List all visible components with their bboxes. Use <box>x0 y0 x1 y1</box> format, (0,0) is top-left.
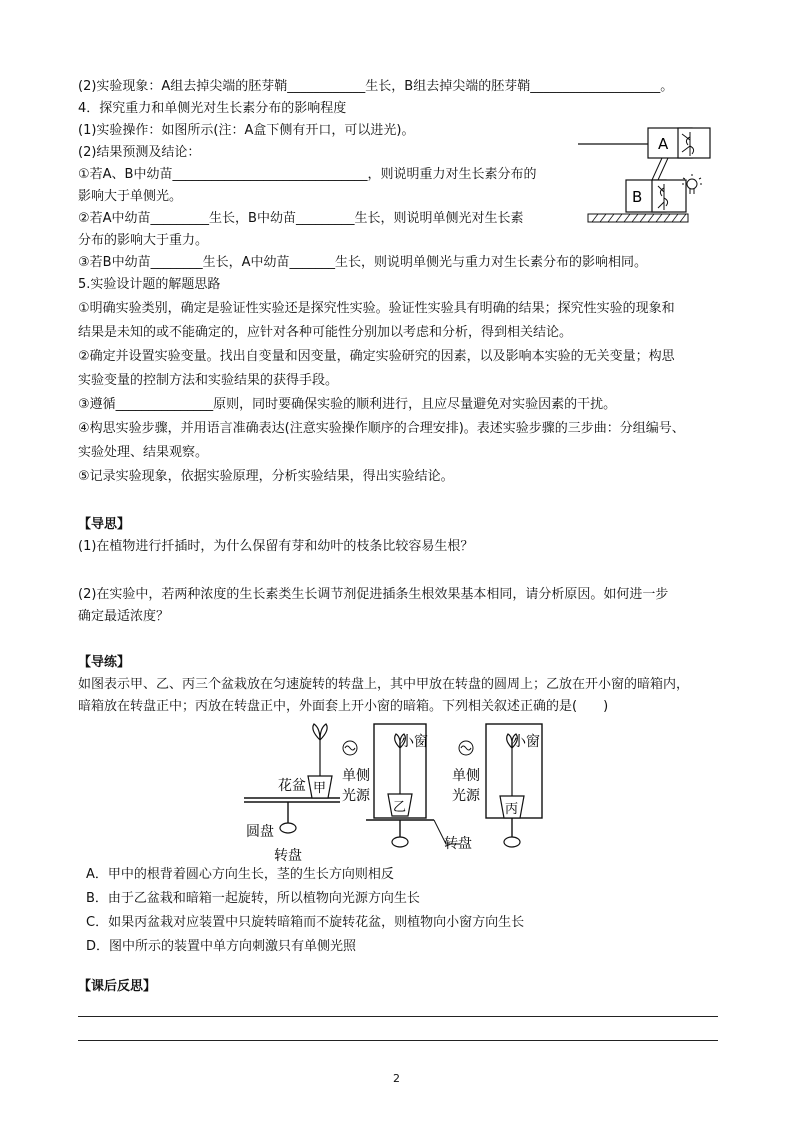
turntable-base-yi <box>392 837 408 847</box>
experiment-operation-line: (1)实验操作：如图所示(注：A盒下侧有开口，可以进光)。 <box>78 123 415 138</box>
prediction-1-cont: 影响大于单侧光。 <box>78 189 183 204</box>
light-2-char-1: 单 <box>452 768 466 784</box>
turntable-mid-label: 转盘 <box>444 836 472 852</box>
experiment-phenomenon-line: (2)实验现象：A组去掉尖端的胚芽鞘____________生长，B组去掉尖端的胚芽鞘____________________。 <box>78 79 674 94</box>
step-1-line: ①明确实验类别，确定是验证性实验还是探究性实验。验证性实验具有明确的结果；探究性实验的现象和 <box>78 301 675 316</box>
step-3-line: ③遵循_______________原则，同时要确保实验的顺利进行，且应尽量避免对实验因素的干扰。 <box>78 397 617 412</box>
connector-a-b-2 <box>658 158 668 180</box>
light-source-2-icon <box>459 741 473 755</box>
practice-stem-line-1: 如图表示甲、乙、丙三个盆栽放在匀速旋转的转盘上，其中甲放在转盘的圆周上；乙放在开小窗的暗箱内， <box>78 677 690 692</box>
step-5-line: ⑤记录实验现象，依据实验原理，分析实验结果，得出实验结论。 <box>78 469 454 484</box>
disc-label: 圆盘 <box>246 824 274 840</box>
flowerpot-label: 花盆 <box>278 778 306 794</box>
box-b-extension <box>652 180 686 212</box>
light-2-char-3: 光 <box>452 788 466 804</box>
prediction-2-line: ②若A中幼苗_________生长，B中幼苗_________生长，则说明单侧光对生长素 <box>78 211 524 226</box>
guide-think-heading: 【导思】 <box>78 517 131 532</box>
step-4-line: ④构思实验步骤，并用语言准确表达(注意实验操作顺序的合理安排)。表述实验步骤的三步曲：分组编号、 <box>78 421 685 436</box>
option-c: C．如果丙盆栽对应装置中只旋转暗箱而不旋转花盆，则植物向小窗方向生长 <box>86 915 525 930</box>
guide-question-1: (1)在植物进行扦插时，为什么保留有芽和幼叶的枝条比较容易生根？ <box>78 539 474 554</box>
light-1-char-1: 单 <box>342 768 356 784</box>
box-b-label: B <box>632 188 643 206</box>
turntable-base-bing <box>504 837 520 847</box>
guide-question-2-cont: 确定最适浓度？ <box>78 609 170 624</box>
practice-stem-line-2: 暗箱放在转盘正中；丙放在转盘正中，外面套上开小窗的暗箱。下列相关叙述正确的是( ) <box>78 699 609 714</box>
option-d: D．图中所示的装置中单方向刺激只有单侧光照 <box>86 939 357 954</box>
prediction-1-line: ①若A、B中幼苗______________________________，则说明重力对生长素分布的 <box>78 167 537 182</box>
after-class-reflection-heading: 【课后反思】 <box>78 979 157 994</box>
pot-jia-label: 甲 <box>313 781 327 796</box>
guide-practice-heading: 【导练】 <box>78 655 131 670</box>
turntable-base-left <box>280 823 296 833</box>
window-1-label: 小窗 <box>400 734 428 750</box>
window-2-label: 小窗 <box>512 734 540 750</box>
prediction-3-line: ③若B中幼苗________生长，A中幼苗_______生长，则说明单侧光与重力对生长素分布的影响相同。 <box>78 255 647 270</box>
pot-bing-label: 丙 <box>505 802 519 817</box>
option-b: B．由于乙盆栽和暗箱一起旋转，所以植物向光源方向生长 <box>86 891 420 906</box>
page-number: 2 <box>393 1072 400 1085</box>
answer-line-2 <box>78 1040 718 1041</box>
step-2-cont: 实验变量的控制方法和实验结果的获得手段。 <box>78 373 339 388</box>
step-2-line: ②确定并设置实验变量。找出自变量和因变量，确定实验研究的因素，以及影响本实验的无关变量；构思 <box>78 349 675 364</box>
answer-line-1 <box>78 1016 718 1017</box>
step-1-cont: 结果是未知的或不能确定的，应针对各种可能性分别加以考虑和分析，得到相关结论。 <box>78 325 573 340</box>
box-a-extension <box>678 128 710 158</box>
light-2-char-2: 侧 <box>466 768 480 784</box>
light-2-char-4: 源 <box>466 788 480 804</box>
light-1-char-3: 光 <box>342 788 356 804</box>
light-source-1-icon <box>343 741 357 755</box>
seedling-jia-icon <box>313 724 327 776</box>
prediction-2-cont: 分布的影响大于重力。 <box>78 233 209 248</box>
result-prediction-title: (2)结果预测及结论： <box>78 145 201 160</box>
section-5-title: 5.实验设计题的解题思路 <box>78 277 221 292</box>
box-a-label: A <box>658 135 669 153</box>
guide-question-2: (2)在实验中，若两种浓度的生长素类生长调节剂促进插条生根效果基本相同，请分析原因。如何进一步 <box>78 587 669 602</box>
step-4-cont: 实验处理、结果观察。 <box>78 445 209 460</box>
section-4-title: 4．探究重力和单侧光对生长素分布的影响程度 <box>78 101 347 116</box>
turntable-left-label: 转盘 <box>274 848 302 864</box>
pot-yi-label: 乙 <box>393 800 407 815</box>
light-1-char-4: 源 <box>356 788 370 804</box>
gravity-light-figure <box>578 122 718 232</box>
connector-a-b <box>652 158 662 180</box>
option-a: A．甲中的根背着圆心方向生长，茎的生长方向则相反 <box>86 867 394 882</box>
light-1-char-2: 侧 <box>356 768 370 784</box>
turntable-figure <box>240 718 570 868</box>
